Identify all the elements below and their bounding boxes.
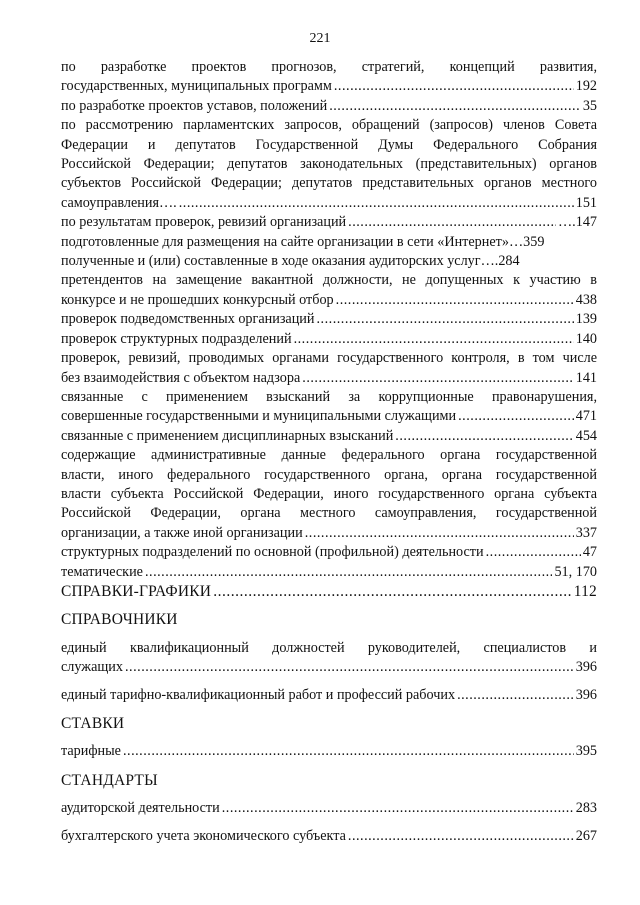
page-ref: 192 [575, 78, 597, 95]
entry-line: связанные с применением взысканий за коррупционные правонарушения, [61, 388, 597, 405]
entry-last-line [61, 194, 597, 213]
entry-line: единый квалификационный должностей руководителей, специалистов и [61, 639, 597, 656]
index-entry [61, 116, 597, 213]
leader-dots [222, 799, 574, 818]
index-entry [61, 427, 597, 446]
entry-last-line [61, 330, 597, 349]
leader-dots [458, 407, 574, 426]
entry-last-line [61, 213, 597, 232]
entry-text: аудиторской деятельности [61, 800, 220, 817]
leader-dots [336, 291, 574, 310]
index-entry [61, 563, 597, 582]
page-ref: ….147 [557, 214, 597, 231]
index-entry [61, 233, 597, 252]
page-ref: 151 [575, 194, 597, 211]
index-entry [61, 310, 597, 329]
leader-dots [179, 194, 574, 213]
leader-dots [348, 827, 574, 846]
index-entry [61, 388, 597, 427]
entry-last-line [61, 524, 597, 543]
leader-dots [334, 77, 574, 96]
index-entry [61, 446, 597, 543]
entry-text: без взаимодействия с объектом надзора [61, 369, 301, 386]
index-entry [61, 213, 597, 232]
leader-dots [125, 658, 574, 677]
entry-last-line [61, 77, 597, 96]
index-entry [61, 97, 597, 116]
page-ref: 47 [582, 544, 597, 561]
page-ref: 283 [575, 800, 597, 817]
entry-line: проверок, ревизий, проводимых органами государственного контроля, в том числе [61, 350, 597, 367]
page-ref: 51, 170 [554, 563, 597, 580]
index-entry [61, 639, 597, 678]
leader-dots [305, 524, 574, 543]
entry-text: по результатам проверок, ревизий организаций [61, 214, 347, 231]
index-entry [61, 686, 597, 705]
entry-text: тарифные [61, 743, 121, 760]
index-entries [61, 58, 597, 582]
entry-line: по рассмотрению парламентских запросов, обращений (запросов) членов Совета [61, 117, 597, 134]
page-ref: 438 [575, 291, 597, 308]
entry-text: проверок структурных подразделений [61, 330, 292, 347]
leader-dots [123, 742, 574, 761]
index-entry [61, 330, 597, 349]
entry-line: содержащие административные данные федерального органа государственной [61, 447, 597, 464]
entry-line: по разработке проектов прогнозов, стратегий, концепций развития, [61, 59, 597, 75]
entry-text: самоуправления…. [61, 194, 177, 211]
entry-last-line [61, 543, 597, 562]
entry-text: бухгалтерского учета экономического субъекта [61, 827, 346, 844]
entry-last-line [61, 799, 597, 818]
index-content [61, 58, 597, 846]
entry-last-line [61, 310, 597, 329]
index-entry [61, 252, 597, 271]
entry-last-line [61, 291, 597, 310]
entry-text: подготовленные для размещения на сайте организации в сети «Интернет»…359 [61, 233, 545, 250]
index-entry [61, 543, 597, 562]
index-heading-spravki-grafiki [61, 582, 597, 601]
entry-last-line [61, 97, 597, 116]
index-entry [61, 58, 597, 97]
section-spravochniki [61, 639, 597, 705]
entry-text: конкурсе и не прошедших конкурсный отбор [61, 291, 334, 308]
entry-text: связанные с применением дисциплинарных взысканий [61, 427, 394, 444]
entry-last-line [61, 233, 597, 252]
page-ref: 454 [575, 427, 597, 444]
entry-last-line [61, 427, 597, 446]
index-entry [61, 349, 597, 388]
page-ref: 141 [575, 369, 597, 386]
entry-text: структурных подразделений по основной (профильной) деятельности [61, 544, 484, 561]
index-heading-stavki: СТАВКИ [61, 715, 125, 732]
leader-dots [395, 427, 573, 446]
page-ref: 396 [575, 686, 597, 703]
entry-line: субъектов Российской Федерации; депутатов представительных органов местного [61, 175, 597, 192]
entry-last-line [61, 407, 597, 426]
index-entry [61, 271, 597, 310]
entry-text: единый тарифно-квалификационный работ и профессий рабочих [61, 686, 456, 703]
page-ref: 337 [575, 524, 597, 541]
index-heading-spravochniki: СПРАВОЧНИКИ [61, 611, 178, 629]
entry-last-line [61, 563, 597, 582]
entry-text: организации, а также иной организации [61, 524, 303, 541]
entry-text: совершенные государственными и муниципальными служащими [61, 408, 457, 425]
leader-dots [302, 369, 573, 388]
heading-text: СПРАВКИ-ГРАФИКИ [61, 582, 212, 600]
entry-last-line [61, 369, 597, 388]
entry-line: власти субъекта Российской Федерации, иного государственного органа субъекта [61, 485, 597, 502]
entry-text: по разработке проектов уставов, положений [61, 97, 328, 114]
entry-text: государственных, муниципальных программ [61, 78, 332, 95]
leader-dots [294, 330, 574, 349]
entry-last-line [61, 742, 597, 761]
page-ref: 267 [575, 827, 597, 844]
entry-line: Российской Федерации; депутатов законодательных (представительных) органов [61, 156, 597, 173]
entry-line: претендентов на замещение вакантной должности, не допущенных к участию в [61, 272, 597, 289]
entry-last-line [61, 252, 597, 271]
entry-last-line [61, 686, 597, 705]
leader-dots [145, 563, 552, 582]
index-entry [61, 799, 597, 818]
leader-dots [457, 686, 574, 705]
section-standarty [61, 799, 597, 846]
page-ref: 396 [575, 659, 597, 676]
page-ref: 140 [575, 330, 597, 347]
entry-text: проверок подведомственных организаций [61, 311, 315, 328]
page-ref: 471 [575, 408, 597, 425]
leader-dots [486, 543, 581, 562]
section-stavki [61, 742, 597, 761]
index-entry [61, 742, 597, 761]
entry-text: тематические [61, 563, 143, 580]
index-entry [61, 827, 597, 846]
entry-last-line [61, 658, 597, 677]
entry-text: полученные и (или) составленные в ходе оказания аудиторских услуг….284 [61, 253, 520, 270]
entry-line: Российской Федерации, органа местного самоуправления, государственной [61, 505, 597, 522]
leader-dots [348, 213, 556, 232]
page-ref: 35 [582, 97, 597, 114]
leader-dots [329, 97, 581, 116]
entry-text: служащих [61, 659, 123, 676]
entry-line: власти, иного федерального государственного органа, органа государственной [61, 466, 597, 483]
page-ref: 139 [575, 311, 597, 328]
entry-last-line [61, 827, 597, 846]
page-ref: 112 [573, 582, 597, 600]
index-heading-standarty: СТАНДАРТЫ [61, 771, 158, 789]
page-number: 221 [309, 31, 331, 46]
leader-dots [317, 310, 574, 329]
page-ref: 395 [575, 743, 597, 760]
entry-line: Федерации и депутатов Государственной Думы Федерального Собрания [61, 136, 597, 153]
leader-dots [213, 582, 572, 601]
